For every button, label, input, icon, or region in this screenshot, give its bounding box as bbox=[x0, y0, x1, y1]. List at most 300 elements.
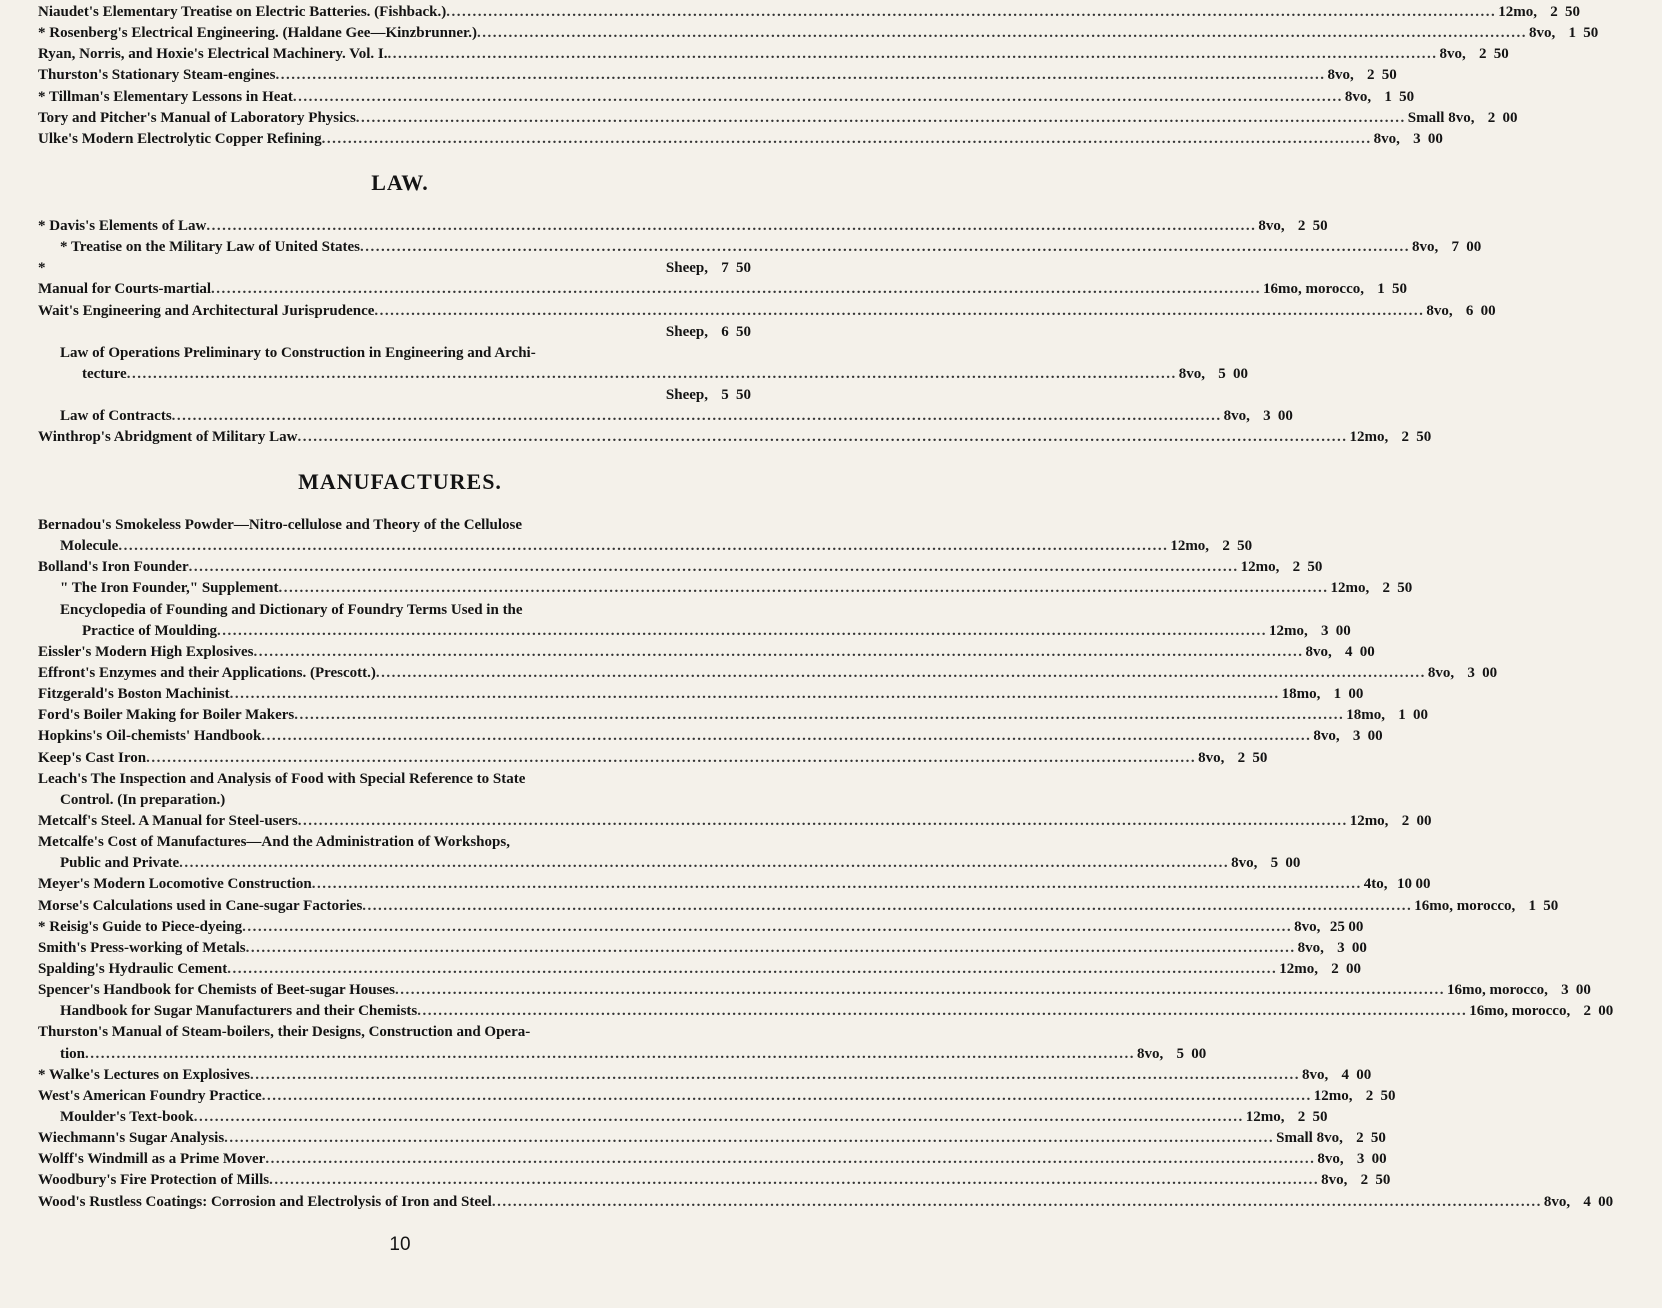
entry-format: Sheep, bbox=[665, 260, 708, 277]
entry-format: 12mo, bbox=[1498, 4, 1538, 20]
entry-price bbox=[1387, 874, 1479, 895]
entry-format: 18mo, bbox=[1346, 707, 1385, 724]
leader-dots: ........................................................................................................................................................................................................ bbox=[359, 239, 1410, 256]
leader-dots: ........................................................................................................................................................................................................ bbox=[321, 130, 1372, 147]
entry-price bbox=[1324, 938, 1416, 959]
price-dollars: 2 bbox=[1365, 1087, 1374, 1104]
price-cents: 00 bbox=[1351, 939, 1367, 956]
catalog-entry bbox=[0, 65, 1397, 86]
catalog-entry bbox=[0, 216, 1328, 237]
catalog-entry bbox=[0, 557, 1323, 578]
entry-price bbox=[708, 385, 800, 406]
price-dollars: 1 bbox=[1568, 25, 1577, 42]
entry-title: Fitzgerald's Boston Machinist bbox=[38, 686, 230, 703]
entry-title: " The Iron Founder," Supplement bbox=[60, 580, 279, 597]
price-cents: 50 bbox=[736, 323, 751, 340]
price-cents: 50 bbox=[1375, 1172, 1391, 1189]
price-dollars: 2 bbox=[1331, 960, 1339, 977]
price-cents: 50 bbox=[1583, 25, 1599, 42]
price-dollars: 7 bbox=[721, 260, 729, 277]
entry-title: * Davis's Elements of Law bbox=[38, 218, 207, 234]
catalog-entry bbox=[0, 2, 1581, 23]
price-dollars: 6 bbox=[721, 323, 729, 340]
entry-title: Wiechmann's Sugar Analysis bbox=[38, 1130, 225, 1147]
section-manufactures-list bbox=[0, 515, 1614, 1213]
entry-format: 16mo, morocco, bbox=[1446, 982, 1548, 999]
catalog-entry bbox=[0, 364, 1248, 385]
price-dollars: 5 bbox=[1176, 1045, 1185, 1062]
leader-dots: ........................................................................................................................................................................................................ bbox=[278, 580, 1329, 597]
price-dollars: 2 bbox=[1487, 109, 1496, 126]
leader-dots: ........................................................................................................................................................................................................ bbox=[188, 559, 1239, 576]
entry-format: 8vo, bbox=[1297, 939, 1324, 956]
catalog-entry bbox=[0, 621, 1351, 642]
leader-dots: ........................................................................................................................................................................................................ bbox=[253, 643, 1304, 660]
entry-price bbox=[1548, 980, 1640, 1001]
price-cents: 50 bbox=[1416, 429, 1432, 446]
price-dollars: 2 bbox=[1297, 1108, 1306, 1125]
price-dollars: 1 bbox=[1333, 686, 1342, 703]
entry-title: Ulke's Modern Electrolytic Copper Refining bbox=[38, 130, 322, 147]
section-heading-law: LAW. bbox=[371, 170, 429, 195]
entry-price bbox=[1320, 917, 1412, 938]
catalog-entry bbox=[0, 1086, 1396, 1107]
entry-price bbox=[1454, 663, 1546, 684]
catalog-entry bbox=[0, 769, 800, 790]
price-cents: 50 bbox=[1493, 46, 1509, 63]
price-dollars: 2 bbox=[1583, 1003, 1591, 1020]
price-dollars: 2 bbox=[1222, 538, 1230, 555]
catalog-entry bbox=[0, 301, 1496, 322]
entry-format: 8vo, bbox=[1231, 855, 1258, 872]
price-dollars: 2 bbox=[1478, 46, 1487, 63]
price-cents: 50 bbox=[1252, 749, 1268, 766]
price-dollars: 3 bbox=[1352, 728, 1361, 745]
price-dollars: 6 bbox=[1465, 302, 1474, 319]
entry-format: 12mo, bbox=[1170, 538, 1210, 555]
entry-title: Woodbury's Fire Protection of Mills bbox=[38, 1172, 270, 1189]
catalog-entry bbox=[0, 258, 800, 279]
entry-price bbox=[1224, 748, 1316, 769]
catalog-entry bbox=[0, 406, 1293, 427]
price-cents: 50 bbox=[1307, 559, 1323, 576]
entry-price bbox=[1205, 364, 1297, 385]
entry-price bbox=[1347, 1170, 1439, 1191]
catalog-entry bbox=[0, 1044, 1207, 1065]
entry-title: * bbox=[38, 260, 46, 277]
entry-format: 8vo, bbox=[1427, 664, 1455, 681]
catalog-entry bbox=[0, 663, 1498, 684]
entry-title: Bernadou's Smokeless Powder—Nitro-cellulose and Theory of the Cellulose bbox=[38, 517, 523, 533]
entry-price bbox=[1555, 23, 1647, 44]
entry-title: Metcalf's Steel. A Manual for Steel-users bbox=[38, 812, 298, 829]
catalog-entry bbox=[0, 959, 1361, 980]
entry-format: 8vo, bbox=[1344, 88, 1372, 105]
leader-dots: ........................................................................................................................................................................................................ bbox=[146, 749, 1197, 766]
catalog-entry bbox=[0, 279, 1407, 300]
leader-dots: ........................................................................................................................................................................................................ bbox=[179, 855, 1230, 872]
catalog-entry bbox=[0, 980, 1591, 1001]
entry-price bbox=[1570, 1001, 1662, 1022]
catalog-entry bbox=[0, 811, 1432, 832]
entry-price bbox=[708, 322, 800, 343]
price-cents: 00 bbox=[1416, 812, 1432, 829]
price-cents: 00 bbox=[1232, 365, 1248, 382]
price-dollars: 5 bbox=[1270, 855, 1279, 872]
price-dollars: 1 bbox=[1528, 897, 1536, 914]
entry-title: Handbook for Sugar Manufacturers and their Chemists bbox=[60, 1003, 418, 1020]
entry-title: Bolland's Iron Founder bbox=[38, 559, 189, 576]
entry-price bbox=[1318, 959, 1410, 980]
catalog-entry bbox=[0, 600, 800, 621]
entry-title: Encyclopedia of Founding and Dictionary of Foundry Terms Used in the bbox=[60, 601, 523, 618]
price-cents: 50 bbox=[1312, 1108, 1328, 1125]
entry-price bbox=[1388, 811, 1480, 832]
entry-title: Practice of Moulding bbox=[82, 622, 217, 639]
price-dollars: 2 bbox=[1401, 812, 1410, 829]
entry-price bbox=[1320, 684, 1412, 705]
price-cents: 50 bbox=[1399, 88, 1415, 105]
entry-title: Wait's Engineering and Architectural Jurisprudence bbox=[38, 302, 375, 319]
catalog-entry bbox=[0, 748, 1268, 769]
price-dollars: 2 bbox=[1360, 1172, 1369, 1189]
price-dollars: 25 bbox=[1329, 918, 1345, 935]
entry-format: 12mo, bbox=[1240, 559, 1280, 576]
entry-price bbox=[1344, 1149, 1436, 1170]
entry-title: Eissler's Modern High Explosives bbox=[38, 643, 254, 660]
entry-format: 12mo, bbox=[1245, 1108, 1285, 1125]
catalog-entry bbox=[0, 832, 800, 853]
leader-dots: ........................................................................................................................................................................................................ bbox=[216, 622, 1267, 639]
section-heading-manufactures: MANUFACTURES. bbox=[298, 469, 502, 494]
entry-title: Morse's Calculations used in Cane-sugar Factories bbox=[38, 897, 363, 914]
entry-format: 8vo, bbox=[1198, 749, 1225, 766]
entry-title: West's American Foundry Practice bbox=[38, 1087, 262, 1104]
entry-format: 8vo, bbox=[1373, 130, 1400, 147]
price-dollars: 2 bbox=[1297, 218, 1306, 234]
entry-format: 8vo, bbox=[1137, 1045, 1164, 1062]
catalog-entry bbox=[0, 705, 1428, 726]
entry-format: Sheep, bbox=[665, 387, 708, 404]
leader-dots: ........................................................................................................................................................................................................ bbox=[118, 538, 1169, 555]
price-cents: 50 bbox=[736, 387, 751, 404]
catalog-entry bbox=[0, 1128, 1386, 1149]
price-cents: 00 bbox=[1345, 960, 1361, 977]
entry-title: Leach's The Inspection and Analysis of Food with Special Reference to State bbox=[38, 770, 526, 787]
entry-price bbox=[1352, 1086, 1444, 1107]
catalog-entry bbox=[0, 23, 1599, 44]
price-cents: 00 bbox=[1598, 1193, 1614, 1210]
entry-price bbox=[1332, 642, 1424, 663]
entry-format: 12mo, bbox=[1279, 960, 1318, 977]
entry-title: Spencer's Handbook for Chemists of Beet-sugar Houses bbox=[38, 982, 395, 999]
catalog-entry bbox=[0, 938, 1367, 959]
entry-title: * Reisig's Guide to Piece-dyeing bbox=[38, 918, 243, 935]
leader-dots: ........................................................................................................................................................................................................ bbox=[355, 109, 1406, 126]
leader-dots: ........................................................................................................................................................................................................ bbox=[477, 25, 1528, 42]
entry-price bbox=[1257, 853, 1349, 874]
price-dollars: 3 bbox=[1263, 408, 1271, 425]
entry-price bbox=[1250, 406, 1342, 427]
catalog-entry bbox=[0, 87, 1415, 108]
entry-format: 18mo, bbox=[1281, 686, 1321, 703]
leader-dots: ........................................................................................................................................................................................................ bbox=[261, 1087, 1312, 1104]
catalog-entry bbox=[0, 1065, 1372, 1086]
entry-title: Tory and Pitcher's Manual of Laboratory Physics bbox=[38, 109, 356, 126]
leader-dots: ........................................................................................................................................................................................................ bbox=[491, 1193, 1542, 1210]
leader-dots: ........................................................................................................................................................................................................ bbox=[245, 939, 1296, 956]
price-cents: 00 bbox=[1356, 1066, 1372, 1083]
entry-title: Public and Private bbox=[60, 855, 180, 872]
entry-format: 4to, bbox=[1363, 876, 1388, 893]
catalog-entry bbox=[0, 1001, 1614, 1022]
entry-format: 8vo, bbox=[1305, 643, 1332, 660]
entry-format: 8vo, bbox=[1317, 1151, 1344, 1168]
catalog-entry bbox=[0, 129, 1443, 150]
catalog-entry bbox=[0, 1107, 1328, 1128]
price-cents: 50 bbox=[1380, 1087, 1396, 1104]
price-cents: 00 bbox=[1335, 622, 1351, 639]
entry-title: Smith's Press-working of Metals bbox=[38, 939, 246, 956]
entry-title: Meyer's Modern Locomotive Construction bbox=[38, 876, 312, 893]
price-cents: 00 bbox=[1348, 686, 1364, 703]
entry-format: 12mo, bbox=[1349, 812, 1389, 829]
leader-dots: ........................................................................................................................................................................................................ bbox=[417, 1003, 1468, 1020]
price-dollars: 4 bbox=[1344, 643, 1353, 660]
entry-price bbox=[1328, 1065, 1420, 1086]
leader-dots: ........................................................................................................................................................................................................ bbox=[85, 1045, 1136, 1062]
entry-title: Molecule bbox=[60, 538, 119, 555]
entry-title: * Treatise on the Military Law of United States bbox=[60, 239, 360, 256]
entry-format: 8vo, bbox=[1223, 408, 1250, 425]
entry-price bbox=[1279, 557, 1371, 578]
catalog-entry bbox=[0, 1149, 1387, 1170]
price-dollars: 2 bbox=[1382, 580, 1391, 597]
entry-title: Effront's Enzymes and their Applications. (Prescott.) bbox=[38, 664, 376, 681]
entry-price bbox=[1369, 578, 1461, 599]
price-cents: 00 bbox=[1427, 130, 1443, 147]
section-law-list bbox=[0, 216, 1496, 449]
entry-format: 8vo, bbox=[1178, 365, 1205, 382]
price-cents: 00 bbox=[1371, 1151, 1387, 1168]
leader-dots: ........................................................................................................................................................................................................ bbox=[446, 4, 1497, 20]
entry-price bbox=[1343, 1128, 1435, 1149]
price-cents: 00 bbox=[1277, 408, 1293, 425]
price-dollars: 3 bbox=[1561, 982, 1569, 999]
catalog-entry bbox=[0, 1192, 1614, 1213]
price-cents: 00 bbox=[1191, 1045, 1207, 1062]
catalog-entry bbox=[0, 536, 1253, 557]
price-dollars: 2 bbox=[1401, 429, 1409, 446]
price-dollars: 2 bbox=[1292, 559, 1301, 576]
price-dollars: 3 bbox=[1413, 130, 1421, 147]
price-cents: 00 bbox=[1285, 855, 1301, 872]
entry-format: 8vo, bbox=[1301, 1066, 1329, 1083]
price-cents: 00 bbox=[1348, 918, 1364, 935]
catalog-entry bbox=[0, 322, 800, 343]
entry-price bbox=[1163, 1044, 1255, 1065]
entry-title: tecture bbox=[82, 365, 127, 382]
price-dollars: 1 bbox=[1398, 707, 1406, 724]
price-dollars: 2 bbox=[1237, 749, 1246, 766]
entry-format: 8vo, bbox=[1313, 728, 1340, 745]
price-cents: 50 bbox=[1237, 538, 1253, 555]
price-cents: 50 bbox=[1370, 1130, 1386, 1147]
entry-format: 8vo, bbox=[1411, 239, 1439, 256]
entry-price bbox=[1466, 44, 1558, 65]
leader-dots: ........................................................................................................................................................................................................ bbox=[242, 918, 1293, 935]
entry-price bbox=[1400, 129, 1492, 150]
price-dollars: 2 bbox=[1550, 4, 1558, 20]
leader-dots: ........................................................................................................................................................................................................ bbox=[387, 46, 1438, 63]
entry-title: Spalding's Hydraulic Cement bbox=[38, 960, 228, 977]
leader-dots: ........................................................................................................................................................................................................ bbox=[394, 982, 1445, 999]
entry-price bbox=[1515, 896, 1607, 917]
entry-title: Wolff's Windmill as a Prime Mover bbox=[38, 1151, 266, 1168]
leader-dots: ........................................................................................................................................................................................................ bbox=[126, 365, 1177, 382]
entry-format: 12mo, bbox=[1349, 429, 1389, 446]
entry-format: 8vo, bbox=[1294, 918, 1321, 935]
entry-price bbox=[708, 258, 800, 279]
entry-title: Control. (In preparation.) bbox=[60, 791, 226, 808]
catalog-entry bbox=[0, 578, 1413, 599]
entry-title: Thurston's Manual of Steam-boilers, their Designs, Construction and Opera- bbox=[38, 1024, 531, 1041]
price-cents: 00 bbox=[1466, 239, 1482, 256]
price-cents: 00 bbox=[1482, 664, 1498, 681]
entry-price bbox=[1340, 726, 1432, 747]
price-dollars: 1 bbox=[1384, 88, 1392, 105]
entry-format: 16mo, morocco, bbox=[1469, 1003, 1571, 1020]
entry-title: Law of Operations Preliminary to Construction in Engineering and Archi- bbox=[60, 344, 536, 361]
entry-title: Ford's Boiler Making for Boiler Makers bbox=[38, 707, 295, 724]
entry-price bbox=[1308, 621, 1400, 642]
price-cents: 00 bbox=[1598, 1003, 1614, 1020]
entry-title: Keep's Cast Iron bbox=[38, 749, 147, 766]
leader-dots: ........................................................................................................................................................................................................ bbox=[211, 281, 1262, 298]
entry-title: Wood's Rustless Coatings: Corrosion and Electrolysis of Iron and Steel bbox=[38, 1193, 492, 1210]
entry-format: 12mo, bbox=[1313, 1087, 1353, 1104]
price-dollars: 3 bbox=[1356, 1151, 1365, 1168]
price-cents: 50 bbox=[1392, 281, 1407, 298]
leader-dots: ........................................................................................................................................................................................................ bbox=[292, 88, 1343, 105]
leader-dots: ........................................................................................................................................................................................................ bbox=[265, 1151, 1316, 1168]
catalog-entry bbox=[0, 874, 1431, 895]
catalog-entry bbox=[0, 44, 1509, 65]
leader-dots: ........................................................................................................................................................................................................ bbox=[206, 218, 1257, 234]
leader-dots: ........................................................................................................................................................................................................ bbox=[229, 686, 1280, 703]
price-dollars: 2 bbox=[1367, 67, 1375, 84]
entry-title: * Tillman's Elementary Lessons in Heat bbox=[38, 88, 293, 105]
leader-dots: ........................................................................................................................................................................................................ bbox=[171, 408, 1222, 425]
catalog-entry bbox=[0, 853, 1301, 874]
entry-format: Small 8vo, bbox=[1276, 1130, 1343, 1147]
leader-dots: ........................................................................................................................................................................................................ bbox=[297, 812, 1348, 829]
leader-dots: ........................................................................................................................................................................................................ bbox=[227, 960, 1278, 977]
leader-dots: ........................................................................................................................................................................................................ bbox=[261, 728, 1312, 745]
entry-title: Thurston's Stationary Steam-engines bbox=[38, 67, 276, 84]
catalog-entry bbox=[0, 343, 800, 364]
entry-format: 8vo, bbox=[1321, 1172, 1348, 1189]
entry-format: 16mo, morocco, bbox=[1414, 897, 1516, 914]
catalog-entry bbox=[0, 237, 1482, 258]
catalog-entry bbox=[0, 684, 1364, 705]
price-cents: 00 bbox=[1480, 302, 1496, 319]
catalog-entry bbox=[0, 917, 1364, 938]
price-dollars: 3 bbox=[1320, 622, 1329, 639]
price-dollars: 4 bbox=[1341, 1066, 1349, 1083]
price-dollars: 1 bbox=[1377, 281, 1385, 298]
catalog-entry bbox=[0, 896, 1559, 917]
entry-title: * Walke's Lectures on Explosives bbox=[38, 1066, 250, 1083]
entry-price bbox=[1438, 237, 1530, 258]
entry-title: Niaudet's Elementary Treatise on Electric Batteries. (Fishback.) bbox=[38, 4, 447, 20]
leader-dots: ........................................................................................................................................................................................................ bbox=[294, 707, 1345, 724]
entry-title: tion bbox=[60, 1045, 86, 1062]
leader-dots: ........................................................................................................................................................................................................ bbox=[297, 429, 1348, 446]
leader-dots: ........................................................................................................................................................................................................ bbox=[311, 876, 1362, 893]
catalog-entry bbox=[0, 515, 800, 536]
entry-title: Manual for Courts-martial bbox=[38, 281, 212, 298]
entry-price bbox=[1371, 87, 1463, 108]
price-dollars: 3 bbox=[1467, 664, 1475, 681]
price-cents: 50 bbox=[1381, 67, 1397, 84]
entry-format: 16mo, morocco, bbox=[1263, 281, 1364, 298]
page-number: 10 bbox=[389, 1234, 411, 1255]
price-cents: 50 bbox=[1312, 218, 1328, 234]
catalog-entry bbox=[0, 790, 800, 811]
price-cents: 00 bbox=[1367, 728, 1383, 745]
leader-dots: ........................................................................................................................................................................................................ bbox=[249, 1066, 1300, 1083]
entry-price bbox=[1570, 1192, 1662, 1213]
entry-price bbox=[1388, 427, 1480, 448]
entry-title: Metcalfe's Cost of Manufactures—And the Administration of Workshops, bbox=[38, 834, 510, 851]
entry-title: Law of Contracts bbox=[60, 408, 172, 425]
price-dollars: 5 bbox=[1218, 365, 1226, 382]
entry-price bbox=[1453, 301, 1545, 322]
price-cents: 00 bbox=[1359, 643, 1375, 660]
catalog-entry bbox=[0, 726, 1383, 747]
price-cents: 00 bbox=[1502, 109, 1518, 126]
leader-dots: ........................................................................................................................................................................................................ bbox=[269, 1172, 1320, 1189]
section-electricity-list bbox=[0, 2, 1599, 150]
entry-format: Small 8vo, bbox=[1407, 109, 1475, 126]
price-dollars: 4 bbox=[1583, 1193, 1591, 1210]
entry-title: Hopkins's Oil-chemists' Handbook bbox=[38, 728, 262, 745]
entry-price bbox=[1537, 2, 1629, 23]
catalog-entry bbox=[0, 427, 1432, 448]
leader-dots: ........................................................................................................................................................................................................ bbox=[275, 67, 1326, 84]
leader-dots: ........................................................................................................................................................................................................ bbox=[224, 1130, 1275, 1147]
price-cents: 00 bbox=[1415, 876, 1431, 893]
leader-dots: ........................................................................................................................................................................................................ bbox=[362, 897, 1413, 914]
entry-format: 8vo, bbox=[1439, 46, 1466, 63]
price-dollars: 2 bbox=[1356, 1130, 1364, 1147]
entry-price bbox=[1285, 1107, 1377, 1128]
catalog-entry bbox=[0, 1022, 800, 1043]
entry-price bbox=[1474, 108, 1566, 129]
price-cents: 50 bbox=[1543, 897, 1559, 914]
entry-format: 8vo, bbox=[1529, 25, 1556, 42]
entry-title: Winthrop's Abridgment of Military Law bbox=[38, 429, 298, 446]
entry-price bbox=[1364, 279, 1456, 300]
catalog-entry bbox=[0, 1170, 1391, 1191]
entry-format: 12mo, bbox=[1268, 622, 1308, 639]
entry-title: * Rosenberg's Electrical Engineering. (Haldane Gee—Kinzbrunner.) bbox=[38, 25, 478, 42]
entry-title: Moulder's Text-book bbox=[60, 1108, 194, 1125]
price-dollars: 3 bbox=[1337, 939, 1345, 956]
price-cents: 50 bbox=[736, 260, 751, 277]
catalog-entry bbox=[0, 642, 1375, 663]
